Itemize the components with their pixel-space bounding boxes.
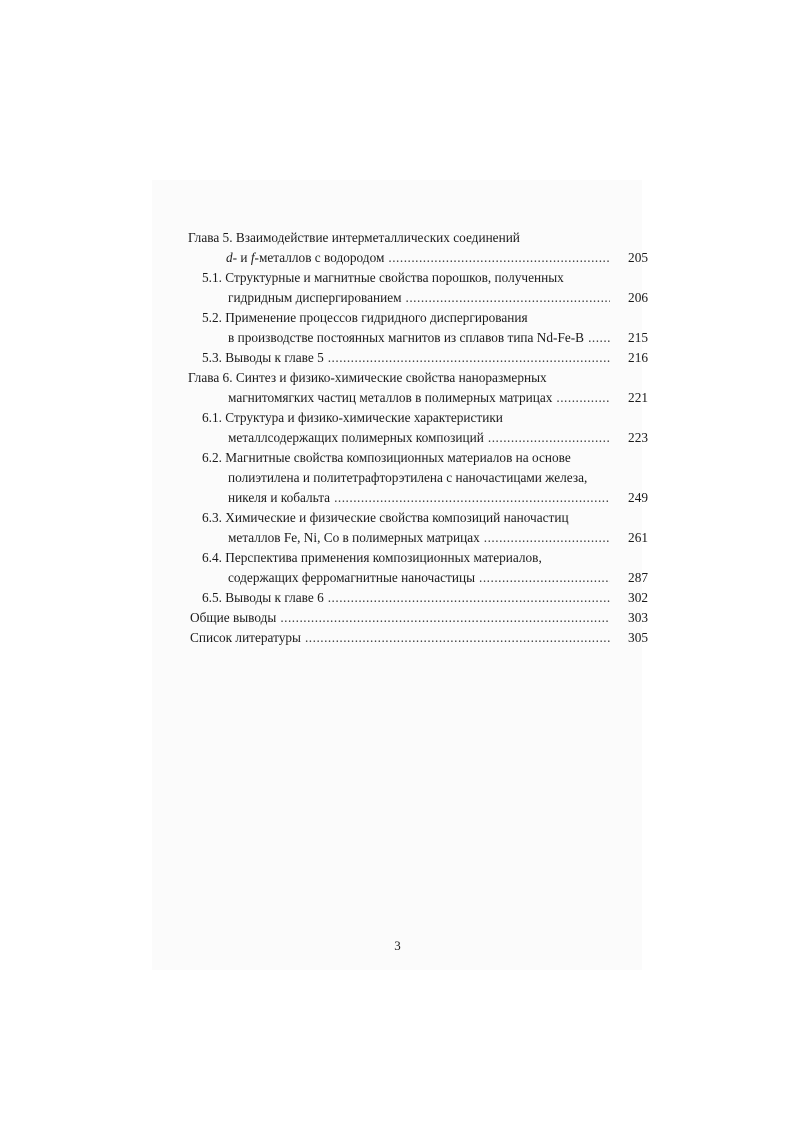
toc-entry-title: 6.3. Химические и физические свойства композиций наночастиц	[202, 510, 569, 525]
toc-page-number: 261	[628, 530, 648, 545]
toc-entry-title-cont: содержащих ферромагнитные наночастицы	[228, 570, 476, 585]
toc-entry-title-cont: в производстве постоянных магнитов из сплавов типа Nd-Fe-B	[228, 330, 585, 345]
toc-page-number: 215	[628, 330, 648, 345]
table-of-contents	[188, 228, 648, 648]
toc-entry-references[interactable]	[188, 628, 648, 648]
toc-entry-title: 5.3. Выводы к главе 5	[202, 350, 324, 365]
toc-page-number: 216	[628, 350, 648, 365]
leader-dots	[484, 528, 610, 548]
toc-entry-title: 6.4. Перспектива применения композиционных материалов,	[202, 550, 542, 565]
leader-dots	[406, 288, 610, 308]
toc-entry-title-cont: никеля и кобальта	[228, 490, 331, 505]
toc-entry-title-cont	[226, 248, 384, 268]
italic-f: f-	[250, 250, 259, 265]
toc-entry-6-2[interactable]	[188, 448, 648, 508]
leader-dots	[479, 568, 610, 588]
leader-dots	[328, 588, 610, 608]
toc-page-number: 221	[628, 390, 648, 405]
toc-page-number: 287	[628, 570, 648, 585]
toc-entry-title-cont: металлсодержащих полимерных композиций	[228, 430, 484, 445]
toc-page-number: 206	[628, 290, 648, 305]
leader-dots	[488, 428, 610, 448]
toc-entry-6-1[interactable]	[188, 408, 648, 448]
toc-entry-title-cont: полиэтилена и политетрафторэтилена с наночастицами железа,	[228, 470, 588, 485]
toc-page-number: 303	[628, 610, 648, 625]
toc-entry-title-cont: гидридным диспергированием	[228, 290, 402, 305]
title-rest: металлов с водородом	[258, 250, 385, 265]
italic-d: d-	[226, 250, 238, 265]
toc-entry-title-cont: металлов Fe, Ni, Co в полимерных матрицах	[228, 530, 480, 545]
toc-entry-title: Глава 6. Синтез и физико-химические свойства наноразмерных	[188, 370, 547, 385]
leader-dots	[305, 628, 610, 648]
toc-entry-chapter-6[interactable]	[188, 368, 648, 408]
toc-entry-6-5[interactable]	[188, 588, 648, 608]
toc-entry-5-2[interactable]	[188, 308, 648, 348]
toc-entry-title: Список литературы	[190, 630, 301, 645]
toc-entry-5-1[interactable]	[188, 268, 648, 308]
toc-entry-title-cont: магнитомягких частиц металлов в полимерных матрицах	[228, 390, 553, 405]
toc-entry-6-4[interactable]	[188, 548, 648, 588]
leader-dots	[280, 608, 610, 628]
leader-dots	[556, 388, 610, 408]
conj: и	[237, 250, 251, 265]
toc-page-number: 305	[628, 630, 648, 645]
page-number: 3	[394, 938, 401, 953]
toc-entry-title: Общие выводы	[190, 610, 277, 625]
leader-dots	[334, 488, 610, 508]
toc-entry-chapter-5[interactable]	[188, 228, 648, 268]
leader-dots	[388, 248, 610, 268]
toc-entry-title: 6.1. Структура и физико-химические характеристики	[202, 410, 503, 425]
leader-dots	[328, 348, 610, 368]
leader-dots	[588, 328, 610, 348]
toc-page-number: 205	[628, 250, 648, 265]
toc-page-number: 302	[628, 590, 648, 605]
toc-entry-5-3[interactable]	[188, 348, 648, 368]
toc-entry-title: 6.5. Выводы к главе 6	[202, 590, 324, 605]
toc-page-number: 223	[628, 430, 648, 445]
toc-entry-title: 5.2. Применение процессов гидридного диспергирования	[202, 310, 528, 325]
toc-entry-title: 5.1. Структурные и магнитные свойства порошков, полученных	[202, 270, 564, 285]
toc-entry-conclusions[interactable]	[188, 608, 648, 628]
toc-entry-title: 6.2. Магнитные свойства композиционных материалов на основе	[202, 450, 571, 465]
toc-entry-title: Глава 5. Взаимодействие интерметаллических соединений	[188, 230, 520, 245]
toc-entry-6-3[interactable]	[188, 508, 648, 548]
toc-page-number: 249	[628, 490, 648, 505]
